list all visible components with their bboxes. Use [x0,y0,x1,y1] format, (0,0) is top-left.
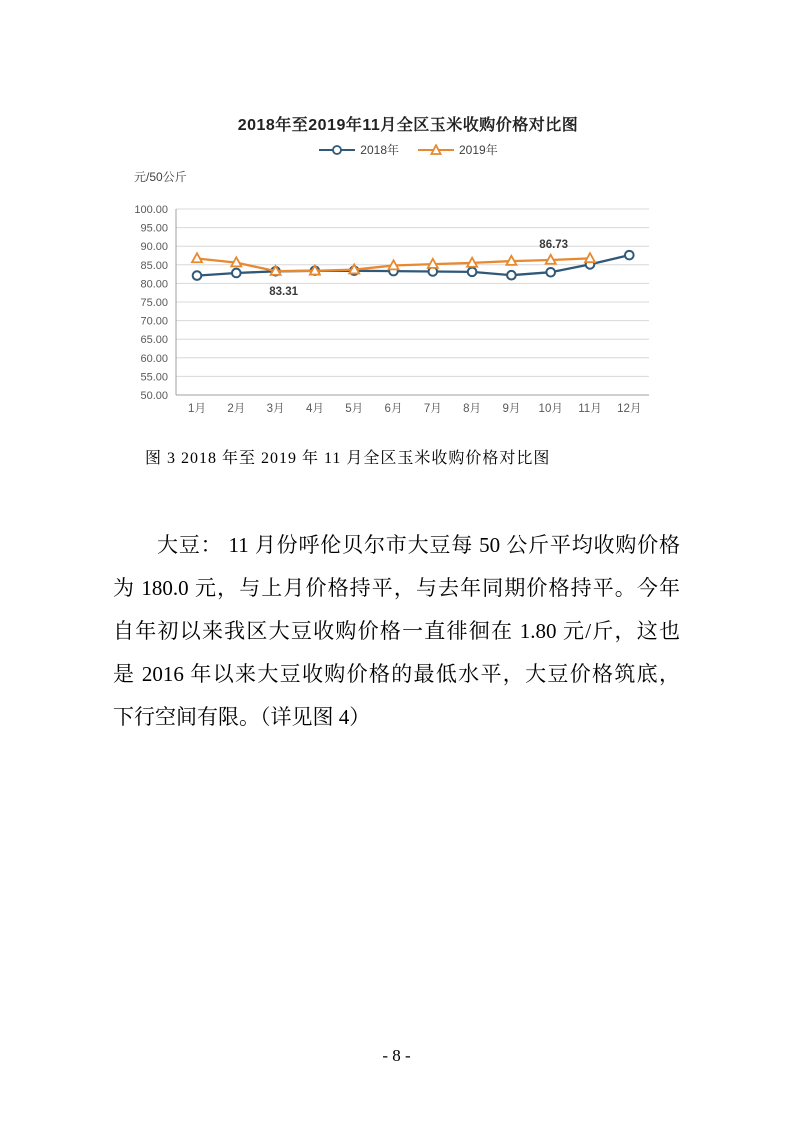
svg-text:4月: 4月 [305,403,324,415]
figure-caption: 图 3 2018 年至 2019 年 11 月全区玉米收购价格对比图 [145,450,551,467]
svg-text:2月: 2月 [227,403,246,415]
data-point-marker [193,271,202,280]
data-point-marker [585,253,595,262]
svg-text:86.73: 86.73 [539,238,569,251]
legend-item-2018 [318,141,399,158]
svg-text:3月: 3月 [266,403,285,415]
y-tick-labels [134,204,168,402]
chart-title: 2018年至2019年11月全区玉米收购价格对比图 [237,117,579,134]
svg-text:75.00: 75.00 [140,297,168,309]
paragraph-line: 下行空间有限。（详见图 4） [113,705,371,729]
svg-text:90.00: 90.00 [140,241,168,254]
svg-text:12月: 12月 [617,403,642,415]
legend-label-2018: 2018年 [360,143,399,157]
data-point-marker [349,264,359,273]
corn-price-chart-figure [130,110,686,430]
data-point-marker [546,255,556,264]
chart-legend [130,141,686,158]
paragraph-line: 是 2016 年以来大豆收购价格的最低水平，大豆价格筑底， [113,662,680,686]
svg-text:11月: 11月 [578,403,602,415]
data-point-marker [625,251,634,260]
legend-item-2019 [417,141,498,158]
data-point-marker [467,258,477,267]
corn-price-line-chart [130,193,686,428]
line-triangle-marker-icon [417,144,455,156]
svg-text:80.00: 80.00 [140,278,168,291]
paragraph-line: 自年初以来我区大豆收购价格一直徘徊在 1.80 元/斤，这也 [113,619,680,643]
svg-text:1月: 1月 [188,403,206,415]
paragraph-line: 大豆： 11 月份呼伦贝尔市大豆每 50 公斤平均收购价格 [157,533,680,557]
legend-label-2019: 2019年 [459,143,498,157]
svg-text:9月: 9月 [502,403,521,415]
data-point-marker [507,271,516,280]
svg-text:85.00: 85.00 [140,259,168,272]
data-point-marker [231,257,241,266]
svg-text:50.00: 50.00 [140,390,168,402]
svg-text:95.00: 95.00 [140,222,168,235]
data-point-marker [192,253,202,262]
data-point-marker [468,268,477,277]
page-number: - 8 - [382,1046,411,1065]
svg-text:10月: 10月 [538,403,563,415]
data-point-marker [546,268,555,277]
gridlines [176,209,649,395]
paragraph-line: 为 180.0 元，与上月价格持平，与去年同期价格持平。今年 [113,576,680,600]
y-axis-unit-label: 元/50公斤 [134,170,187,184]
soybean-paragraph [113,524,680,739]
data-point-marker [271,266,281,275]
svg-text:100.00: 100.00 [134,204,168,216]
data-point-marker [389,260,399,269]
chart-plot-area [130,193,686,428]
svg-text:6月: 6月 [384,403,403,415]
svg-text:65.00: 65.00 [140,334,168,347]
x-tick-labels [188,402,641,415]
data-point-marker [428,259,438,268]
data-point-marker [506,256,516,265]
line-circle-marker-icon [318,144,356,156]
svg-text:7月: 7月 [423,403,442,415]
svg-text:60.00: 60.00 [140,352,168,365]
svg-text:8月: 8月 [463,403,482,415]
data-point-marker [232,269,241,278]
svg-text:83.31: 83.31 [269,286,298,299]
svg-text:70.00: 70.00 [140,315,168,328]
svg-text:5月: 5月 [345,403,364,415]
svg-text:55.00: 55.00 [140,371,168,384]
